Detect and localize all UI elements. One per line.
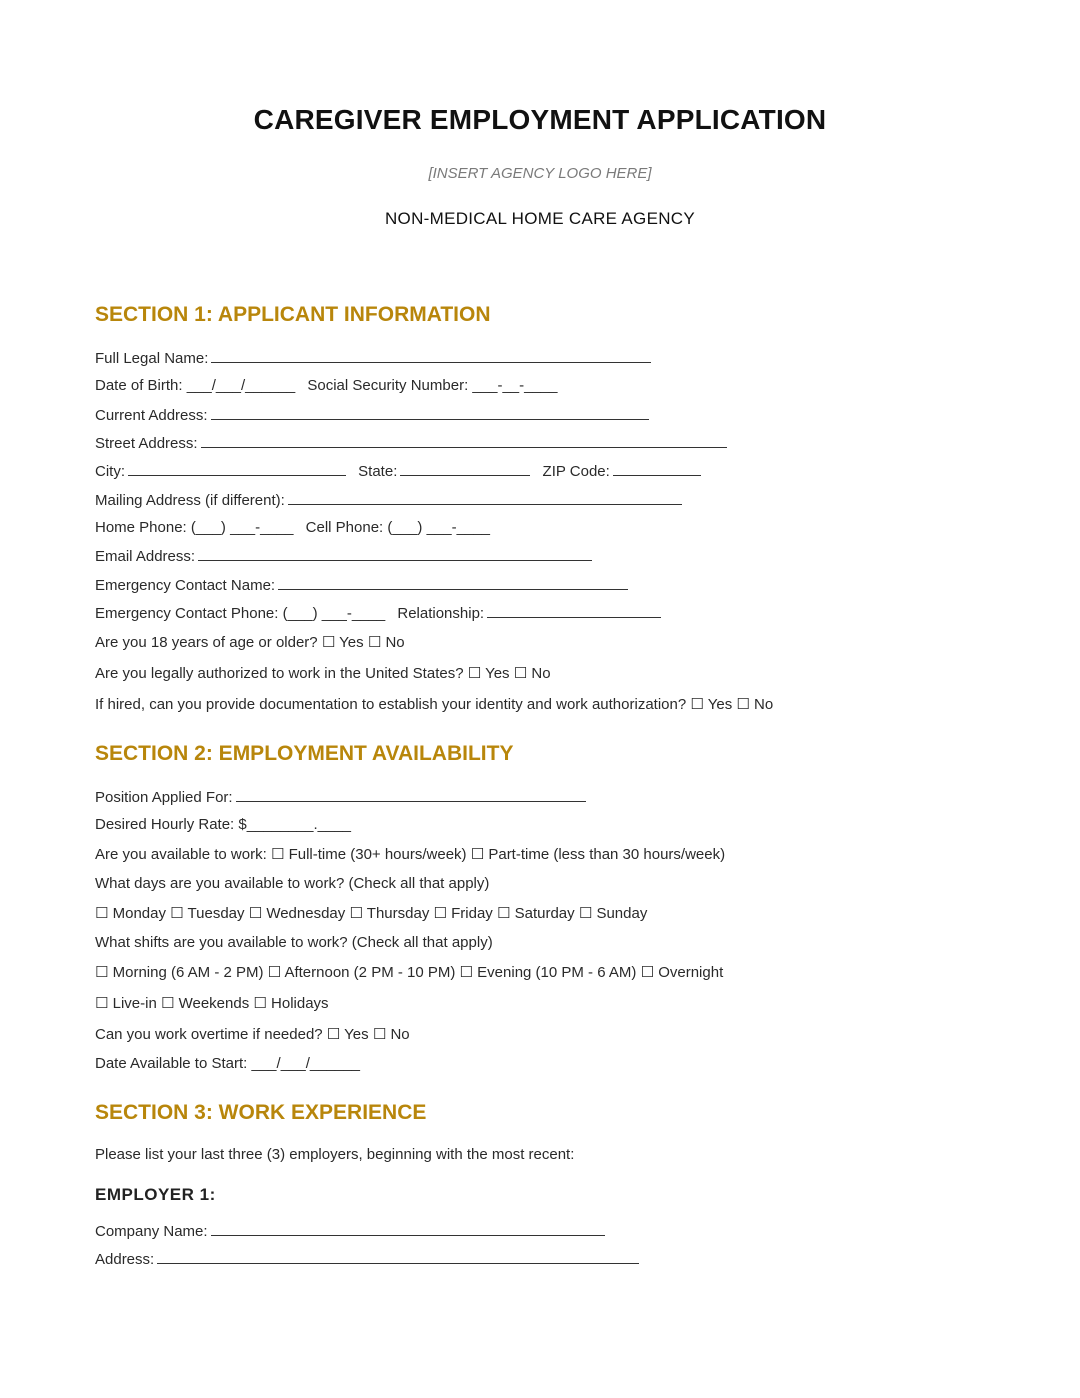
ssn-label: Social Security Number: (307, 377, 469, 394)
tuesday-label: Tuesday (187, 905, 245, 922)
relationship-field[interactable] (487, 603, 661, 618)
authorized-no-checkbox[interactable]: ☐ (513, 665, 528, 682)
street-address-label: Street Address: (95, 435, 198, 452)
morning-checkbox[interactable]: ☐ (95, 964, 109, 981)
position-row (95, 787, 586, 808)
mailing-address-row (95, 490, 682, 511)
emergency-name-row (95, 575, 628, 596)
street-address-field[interactable] (201, 433, 727, 448)
wednesday-label: Wednesday (266, 905, 346, 922)
full-name-row (95, 348, 651, 369)
employer-address-label: Address: (95, 1251, 155, 1268)
shifts-options-row-1 (95, 963, 723, 983)
mailing-address-label: Mailing Address (if different): (95, 492, 285, 509)
company-name-field[interactable] (211, 1221, 605, 1236)
days-question: What days are you available to work? (Check all that apply) (95, 875, 490, 892)
authorized-yes-label: Yes (485, 665, 510, 682)
weekends-label: Weekends (178, 995, 250, 1012)
documentation-yes-label: Yes (707, 696, 733, 713)
form-title: CAREGIVER EMPLOYMENT APPLICATION (253, 104, 827, 135)
full-name-label: Full Legal Name: (95, 350, 209, 367)
weekends-checkbox[interactable]: ☐ (160, 995, 175, 1012)
authorized-no-label: No (531, 665, 551, 682)
state-field[interactable] (400, 461, 530, 476)
availability-question: Are you available to work: (95, 846, 267, 863)
saturday-checkbox[interactable]: ☐ (496, 905, 511, 922)
holidays-checkbox[interactable]: ☐ (253, 995, 267, 1012)
tuesday-checkbox[interactable]: ☐ (170, 905, 184, 922)
documentation-yes-checkbox[interactable]: ☐ (690, 696, 704, 713)
morning-label: Morning (6 AM - 2 PM) (112, 964, 264, 981)
overnight-checkbox[interactable]: ☐ (640, 964, 655, 981)
age-question-row (95, 633, 405, 653)
overtime-yes-checkbox[interactable]: ☐ (326, 1026, 341, 1043)
authorized-yes-checkbox[interactable]: ☐ (467, 665, 482, 682)
email-row (95, 546, 592, 567)
company-name-row (95, 1221, 605, 1242)
position-field[interactable] (236, 787, 586, 802)
current-address-field[interactable] (211, 405, 649, 420)
emergency-phone-row (95, 603, 661, 624)
dob-ssn-row (95, 376, 558, 396)
position-label: Position Applied For: (95, 789, 233, 806)
wednesday-checkbox[interactable]: ☐ (248, 905, 263, 922)
employer-address-field[interactable] (157, 1249, 639, 1264)
days-options-row (95, 904, 647, 924)
hourly-rate-row (95, 815, 351, 835)
mailing-address-field[interactable] (288, 490, 682, 505)
overnight-label: Overnight (658, 964, 724, 981)
hourly-rate-field[interactable]: Desired Hourly Rate: $________.____ (95, 816, 352, 833)
age-no-checkbox[interactable]: ☐ (367, 634, 382, 651)
cell-phone-label: Cell Phone: (305, 519, 384, 536)
part-time-label: Part-time (less than 30 hours/week) (488, 846, 726, 863)
shifts-question-row (95, 933, 493, 953)
monday-checkbox[interactable]: ☐ (95, 905, 109, 922)
saturday-label: Saturday (514, 905, 575, 922)
home-phone-label: Home Phone: (95, 519, 187, 536)
emergency-phone-field[interactable]: (___) ___-____ (282, 605, 386, 622)
monday-label: Monday (112, 905, 166, 922)
overtime-question-row (95, 1025, 410, 1045)
employer-address-row (95, 1249, 639, 1270)
start-date-label: Date Available to Start: (95, 1055, 248, 1072)
company-name-label: Company Name: (95, 1223, 208, 1240)
part-time-checkbox[interactable]: ☐ (470, 846, 485, 863)
age-yes-label: Yes (339, 634, 364, 651)
agency-subtitle: NON-MEDICAL HOME CARE AGENCY (384, 209, 696, 228)
full-time-checkbox[interactable]: ☐ (270, 846, 285, 863)
overtime-question: Can you work overtime if needed? (95, 1026, 323, 1043)
phones-row (95, 518, 490, 538)
home-phone-field[interactable]: (___) ___-____ (190, 519, 294, 536)
thursday-label: Thursday (366, 905, 430, 922)
city-label: City: (95, 463, 125, 480)
documentation-question-row (95, 695, 773, 715)
zip-label: ZIP Code: (542, 463, 610, 480)
current-address-row (95, 405, 649, 426)
documentation-no-checkbox[interactable]: ☐ (736, 696, 750, 713)
thursday-checkbox[interactable]: ☐ (349, 905, 363, 922)
shifts-options-row-2 (95, 994, 329, 1014)
evening-checkbox[interactable]: ☐ (459, 964, 473, 981)
friday-label: Friday (451, 905, 493, 922)
dob-label: Date of Birth: (95, 377, 183, 394)
city-state-zip-row (95, 461, 701, 482)
emergency-name-label: Emergency Contact Name: (95, 577, 276, 594)
overtime-yes-label: Yes (344, 1026, 369, 1043)
street-address-row (95, 433, 727, 454)
state-label: State: (358, 463, 398, 480)
cell-phone-field[interactable]: (___) ___-____ (387, 519, 490, 536)
full-name-field[interactable] (211, 348, 651, 363)
city-field[interactable] (128, 461, 346, 476)
start-date-field[interactable]: ___/___/______ (251, 1055, 360, 1072)
start-date-row (95, 1054, 360, 1074)
days-question-row (95, 874, 489, 894)
friday-checkbox[interactable]: ☐ (433, 905, 447, 922)
age-question: Are you 18 years of age or older? (95, 634, 318, 651)
email-label: Email Address: (95, 548, 196, 565)
holidays-label: Holidays (271, 995, 329, 1012)
overtime-no-checkbox[interactable]: ☐ (372, 1026, 387, 1043)
afternoon-label: Afternoon (2 PM - 10 PM) (284, 964, 456, 981)
emergency-name-field[interactable] (278, 575, 628, 590)
section2-heading: SECTION 2: EMPLOYMENT AVAILABILITY (95, 742, 514, 765)
documentation-question: If hired, can you provide documentation to establish your identity and work authorization? (95, 696, 687, 713)
relationship-label: Relationship: (397, 605, 485, 622)
availability-row (95, 845, 725, 865)
shifts-question: What shifts are you available to work? (Check all that apply) (95, 934, 493, 951)
evening-label: Evening (10 PM - 6 AM) (477, 964, 637, 981)
sunday-label: Sunday (596, 905, 648, 922)
employer1-heading: EMPLOYER 1: (95, 1185, 216, 1204)
live-in-checkbox[interactable]: ☐ (95, 995, 109, 1012)
age-yes-checkbox[interactable]: ☐ (321, 634, 336, 651)
employers-intro: Please list your last three (3) employers, beginning with the most recent: (95, 1146, 575, 1163)
authorized-question: Are you legally authorized to work in the United States? (95, 665, 464, 682)
zip-field[interactable] (613, 461, 701, 476)
afternoon-checkbox[interactable]: ☐ (267, 964, 282, 981)
sunday-checkbox[interactable]: ☐ (578, 905, 593, 922)
overtime-no-label: No (390, 1026, 410, 1043)
dob-field[interactable]: ___/___/______ (186, 377, 296, 394)
authorized-question-row (95, 664, 551, 684)
age-no-label: No (385, 634, 405, 651)
full-time-label: Full-time (30+ hours/week) (288, 846, 467, 863)
section1-heading: SECTION 1: APPLICANT INFORMATION (95, 303, 491, 326)
ssn-field[interactable]: ___-__-____ (472, 377, 558, 394)
email-field[interactable] (198, 546, 592, 561)
logo-placeholder: [INSERT AGENCY LOGO HERE] (428, 165, 652, 182)
live-in-label: Live-in (112, 995, 157, 1012)
employers-intro-row (95, 1145, 574, 1165)
documentation-no-label: No (754, 696, 774, 713)
emergency-phone-label: Emergency Contact Phone: (95, 605, 279, 622)
section3-heading: SECTION 3: WORK EXPERIENCE (95, 1101, 427, 1124)
current-address-label: Current Address: (95, 407, 208, 424)
